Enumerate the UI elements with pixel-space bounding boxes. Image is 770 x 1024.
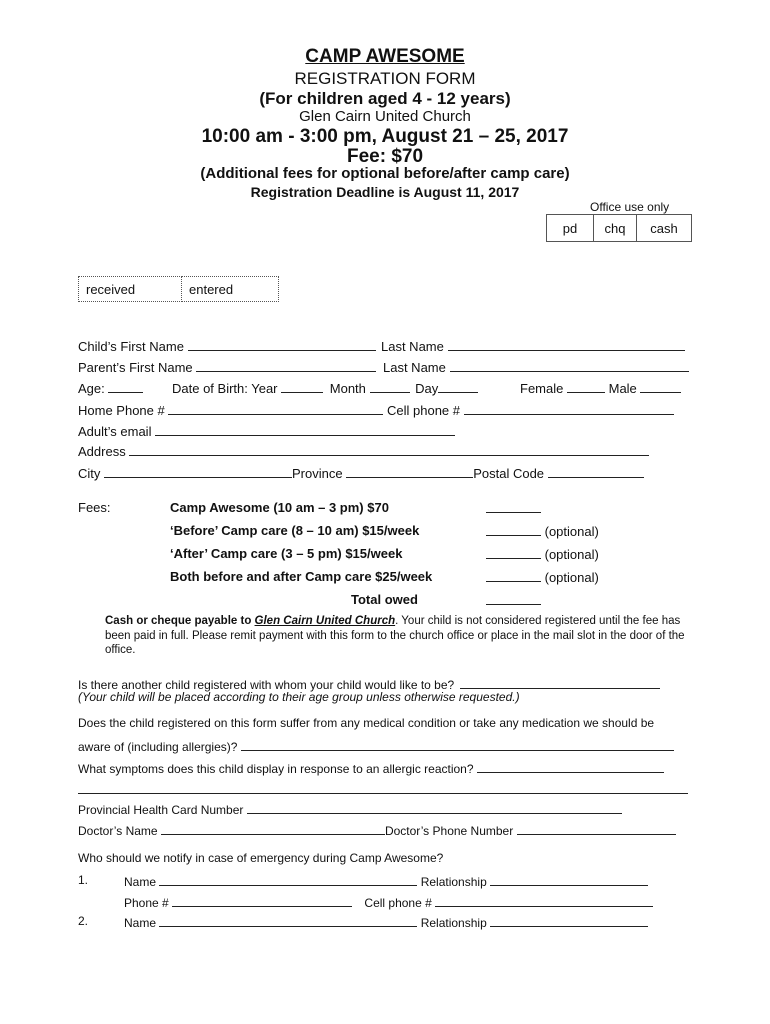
placement-note: (Your child will be placed according to their age group unless otherwise requested.) (78, 690, 520, 704)
office-use-table (546, 214, 692, 242)
fees-label: Fees: (78, 500, 111, 515)
dob-day-field[interactable] (438, 380, 478, 393)
contact-2-relationship-label: Relationship (420, 916, 487, 930)
health-card-field[interactable] (247, 801, 622, 814)
additional-fees-note: (Additional fees for optional before/after camp care) (200, 165, 570, 182)
medical-question-row (78, 738, 674, 754)
symptoms-extra-line[interactable] (78, 793, 688, 794)
child-last-name-row (381, 338, 685, 354)
doctor-phone-field[interactable] (517, 822, 676, 835)
fee-item-before: ‘Before’ Camp care (8 – 10 am) $15/week (170, 523, 420, 538)
contact-2-name-row (124, 914, 648, 930)
health-card-row (78, 801, 622, 817)
child-last-name-field[interactable] (448, 338, 685, 351)
camp-dates: 10:00 am - 3:00 pm, August 21 – 25, 2017 (201, 126, 569, 147)
age-field[interactable] (108, 380, 143, 393)
total-owed-field[interactable] (486, 592, 541, 605)
symptoms-question: What symptoms does this child display in response to an allergic reaction? (78, 762, 474, 776)
contact-2-name-label: Name (124, 916, 157, 930)
registered-with-field[interactable] (460, 676, 660, 689)
payment-instructions (105, 614, 690, 658)
cell-phone-field[interactable] (464, 402, 674, 415)
dob-month-label: Month (329, 381, 366, 396)
camp-title: CAMP AWESOME (305, 46, 465, 67)
registration-deadline: Registration Deadline is August 11, 2017 (250, 184, 520, 200)
contact-1-phone-label: Phone # (124, 896, 169, 910)
fee-item-camp: Camp Awesome (10 am – 3 pm) $70 (170, 500, 389, 515)
health-card-label: Provincial Health Card Number (78, 803, 244, 817)
postal-code-field[interactable] (548, 465, 644, 478)
province-field[interactable] (346, 465, 473, 478)
cell-phone-label: Cell phone # (387, 403, 460, 418)
office-use-label: Office use only (590, 200, 670, 214)
doctor-phone-label: Doctor’s Phone Number (384, 824, 514, 838)
province-label: Province (292, 466, 343, 481)
postal-code-label: Postal Code (473, 466, 545, 481)
total-owed-blank (486, 592, 541, 608)
fee-blank-after (486, 546, 599, 562)
emergency-question: Who should we notify in case of emergency during Camp Awesome? (78, 851, 444, 865)
contact-2-name-field[interactable] (159, 914, 417, 927)
fee-amount-camp-field[interactable] (486, 500, 541, 513)
dob-day-label: Day (415, 381, 439, 396)
female-field[interactable] (567, 380, 605, 393)
female-label: Female (520, 381, 564, 396)
fee-blank-both (486, 569, 599, 585)
doctor-name-field[interactable] (161, 822, 385, 835)
dob-year-label: Date of Birth: Year (172, 381, 278, 396)
fee-optional-before: (optional) (544, 524, 599, 539)
office-cell-pd: pd (547, 215, 594, 242)
fee-amount-both-field[interactable] (486, 569, 541, 582)
medical-condition-field[interactable] (241, 738, 674, 751)
medical-question-line-2: aware of (including allergies)? (78, 740, 238, 754)
fee-blank-before (486, 523, 599, 539)
contact-1-number: 1. (78, 873, 89, 887)
age-range: (For children aged 4 - 12 years) (259, 89, 511, 108)
contact-1-name-field[interactable] (159, 873, 417, 886)
child-first-name-label: Child’s First Name (78, 339, 184, 354)
form-title: REGISTRATION FORM (294, 69, 476, 88)
home-phone-label: Home Phone # (78, 403, 165, 418)
contact-1-name-row (124, 873, 648, 889)
cell-phone-row (387, 402, 674, 418)
parent-last-name-field[interactable] (450, 359, 689, 372)
parent-last-name-row (383, 359, 689, 375)
parent-first-name-row (78, 359, 376, 375)
male-label: Male (608, 381, 637, 396)
symptoms-field[interactable] (477, 760, 664, 773)
doctor-name-label: Doctor’s Name (78, 824, 158, 838)
fee-item-after: ‘After’ Camp care (3 – 5 pm) $15/week (170, 546, 403, 561)
camp-fee: Fee: $70 (346, 146, 424, 167)
age-row (78, 380, 143, 396)
adult-email-label: Adult’s email (78, 424, 152, 439)
home-phone-field[interactable] (168, 402, 383, 415)
payment-church: Glen Cairn United Church (254, 615, 396, 627)
dob-row (172, 380, 478, 396)
child-first-name-row (78, 338, 376, 354)
contact-1-cell-label: Cell phone # (364, 896, 432, 910)
office-cell-chq: chq (594, 215, 637, 242)
medical-question-line-1: Does the child registered on this form suffer from any medical condition or take any medication we should be (78, 716, 655, 730)
address-field[interactable] (129, 443, 649, 456)
church-name: Glen Cairn United Church (299, 108, 471, 125)
city-row (78, 465, 644, 481)
adult-email-field[interactable] (155, 423, 455, 436)
city-field[interactable] (104, 465, 292, 478)
fee-blank-camp (486, 500, 541, 516)
fee-optional-after: (optional) (544, 547, 599, 562)
address-label: Address (78, 444, 126, 459)
payment-lead: Cash or cheque payable to (105, 615, 255, 627)
home-phone-row (78, 402, 383, 418)
dob-month-field[interactable] (370, 380, 410, 393)
dob-year-field[interactable] (281, 380, 323, 393)
gender-row (520, 380, 681, 396)
registered-with-question: Is there another child registered with whom your child would like to be? (78, 678, 455, 692)
total-owed-label: Total owed (351, 592, 418, 607)
age-label: Age: (78, 381, 105, 396)
contact-1-phone-field[interactable] (172, 894, 352, 907)
payment-rest: . Your child is not considered registered until the fee has been paid in full. Please remit payment with this form to the church office or place in the mail slot in the door of the office. (105, 615, 685, 656)
fee-item-both: Both before and after Camp care $25/week (170, 569, 433, 584)
contact-1-phone-row (124, 894, 653, 910)
fee-amount-after-field[interactable] (486, 546, 541, 559)
parent-first-name-field[interactable] (196, 359, 376, 372)
received-cell: received (79, 277, 182, 302)
entered-cell: entered (182, 277, 279, 302)
office-cell-cash: cash (637, 215, 692, 242)
parent-last-name-label: Last Name (383, 360, 446, 375)
contact-1-cell-field[interactable] (435, 894, 653, 907)
city-label: City (78, 466, 101, 481)
contact-1-name-label: Name (124, 875, 157, 889)
fee-optional-both: (optional) (544, 570, 599, 585)
contact-1-relationship-label: Relationship (420, 875, 487, 889)
child-last-name-label: Last Name (381, 339, 444, 354)
adult-email-row (78, 423, 455, 439)
received-entered-table (78, 276, 279, 302)
contact-2-relationship-field[interactable] (490, 914, 648, 927)
contact-1-relationship-field[interactable] (490, 873, 648, 886)
symptoms-row (78, 760, 664, 776)
doctor-row (78, 822, 676, 838)
parent-first-name-label: Parent’s First Name (78, 360, 193, 375)
address-row (78, 443, 649, 459)
male-field[interactable] (640, 380, 681, 393)
child-first-name-field[interactable] (188, 338, 376, 351)
contact-2-number: 2. (78, 914, 89, 928)
fee-amount-before-field[interactable] (486, 523, 541, 536)
